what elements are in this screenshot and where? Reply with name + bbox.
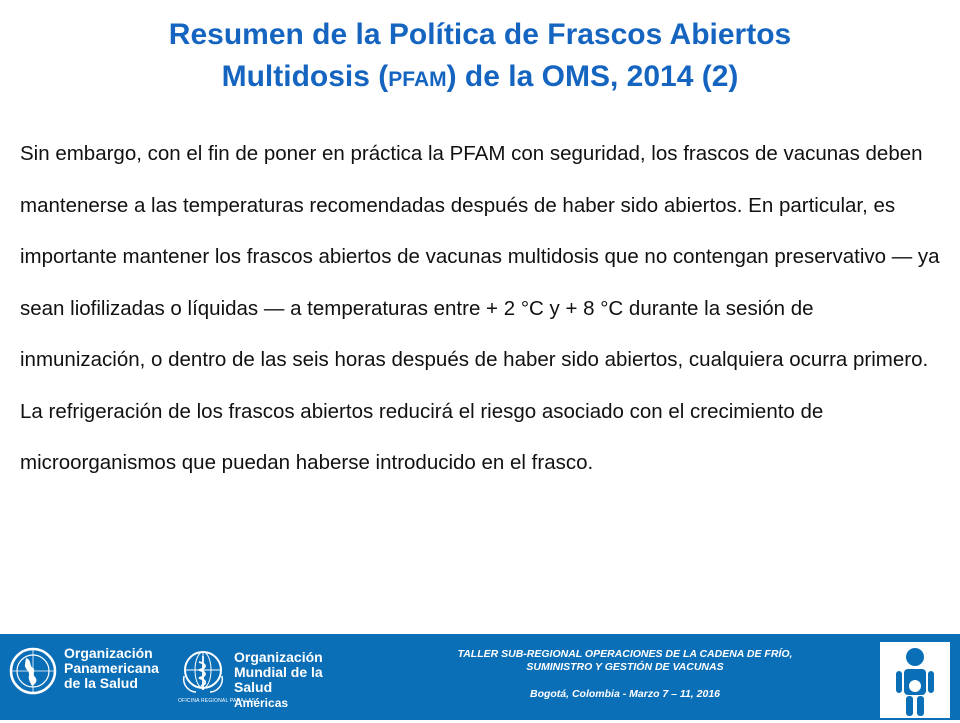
body-paragraph: Sin embargo, con el fin de poner en práctica la PFAM con seguridad, los frascos de vacunas deben mantenerse a las temperaturas recomendadas después de haber sido abiertos. En particular, es importante mantener los frascos abiertos de vacunas multidosis que no contengan preservativo — ya sean liofilizadas o líquidas — a temperaturas entre + 2 °C y + 8 °C durante la sesión de inmunización, o dentro de las seis horas después de haber sido abiertos, cualquiera ocurra primero. La refrigeración de los frascos abiertos reducirá el riesgo asociado con el crecimiento de microorganismos que puedan haberse introducido en el frasco. (20, 142, 940, 474)
person-logo-box (880, 642, 950, 718)
title-line-1: Resumen de la Política de Frascos Abiertos (168, 18, 792, 51)
who-logo (178, 640, 364, 714)
paho-name-line-3: de la Salud (64, 675, 138, 691)
person-icon (880, 642, 950, 718)
slide-title (40, 14, 920, 101)
paho-logo (8, 640, 173, 714)
workshop-info (380, 648, 870, 701)
who-region-label: Américas (234, 696, 289, 710)
paho-name (64, 646, 159, 691)
title-part-2: ) de la OMS, 2014 (2) (446, 60, 739, 93)
title-abbreviation: PFAM (388, 68, 447, 91)
who-emblem-icon (178, 646, 228, 696)
title-part-1: Multidosis ( (221, 60, 389, 93)
title-line-2 (40, 56, 920, 101)
who-name-line-1: Organización (234, 649, 323, 665)
footer-bar (0, 634, 960, 720)
workshop-title-line-2: SUMINISTRO Y GESTIÓN DE VACUNAS (526, 661, 724, 673)
paho-globe-icon (8, 646, 58, 696)
paho-name-line-2: Panamericana (64, 660, 159, 676)
who-office-label: OFICINA REGIONAL PARA LAS (178, 698, 256, 704)
workshop-title-line-1: TALLER SUB-REGIONAL OPERACIONES DE LA CADENA DE FRÍO, (457, 648, 793, 660)
who-name-line-2: Mundial de la Salud (234, 664, 323, 695)
paho-name-line-1: Organización (64, 645, 153, 661)
workshop-location-date: Bogotá, Colombia - Marzo 7 – 11, 2016 (529, 688, 721, 700)
who-name (234, 650, 364, 695)
